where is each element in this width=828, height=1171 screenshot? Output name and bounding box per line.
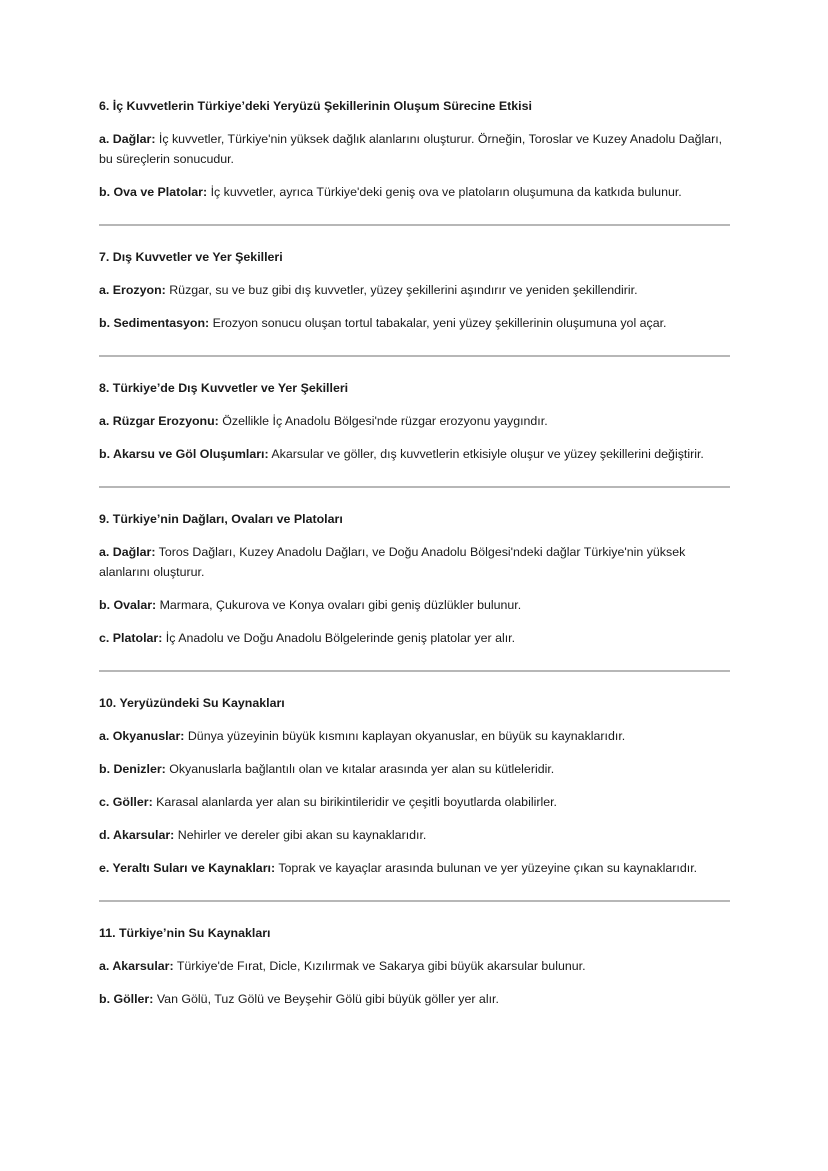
item-text: Toros Dağları, Kuzey Anadolu Dağları, ve Doğu Anadolu Bölgesi'ndeki dağlar Türkiye'nin yüksek alanlarını oluşturur. bbox=[99, 545, 686, 579]
item-text: Özellikle İç Anadolu Bölgesi'nde rüzgar erozyonu yaygındır. bbox=[218, 414, 548, 428]
list-item bbox=[99, 542, 730, 582]
item-label: c. Göller: bbox=[99, 795, 153, 809]
section-heading: 9. Türkiye’nin Dağları, Ovaları ve Platoları bbox=[99, 512, 343, 526]
item-text: Erozyon sonucu oluşan tortul tabakalar, yeni yüzey şekillerinin oluşumuna yol açar. bbox=[209, 316, 667, 330]
item-text: Dünya yüzeyinin büyük kısmını kaplayan okyanuslar, en büyük su kaynaklarıdır. bbox=[184, 729, 626, 743]
item-text: Nehirler ve dereler gibi akan su kaynaklarıdır. bbox=[174, 828, 427, 842]
item-text: Okyanuslarla bağlantılı olan ve kıtalar arasında yer alan su kütleleridir. bbox=[165, 762, 555, 776]
item-label: a. Dağlar: bbox=[99, 132, 156, 146]
list-item bbox=[99, 726, 730, 746]
list-item bbox=[99, 313, 730, 333]
list-item bbox=[99, 858, 730, 878]
item-label: b. Göller: bbox=[99, 992, 154, 1006]
list-item bbox=[99, 444, 730, 464]
item-label: e. Yeraltı Suları ve Kaynakları: bbox=[99, 861, 276, 875]
item-label: a. Rüzgar Erozyonu: bbox=[99, 414, 219, 428]
list-item bbox=[99, 129, 730, 169]
section-7 bbox=[99, 247, 730, 333]
section-heading: 10. Yeryüzündeki Su Kaynakları bbox=[99, 696, 285, 710]
item-text: Türkiye'de Fırat, Dicle, Kızılırmak ve Sakarya gibi büyük akarsular bulunur. bbox=[173, 959, 586, 973]
item-label: a. Akarsular: bbox=[99, 959, 174, 973]
list-item bbox=[99, 792, 730, 812]
section-heading: 11. Türkiye’nin Su Kaynakları bbox=[99, 926, 271, 940]
section-divider bbox=[99, 224, 730, 226]
list-item bbox=[99, 182, 730, 202]
item-label: a. Erozyon: bbox=[99, 283, 166, 297]
item-label: c. Platolar: bbox=[99, 631, 163, 645]
section-divider bbox=[99, 486, 730, 488]
item-label: b. Akarsu ve Göl Oluşumları: bbox=[99, 447, 269, 461]
item-text: Marmara, Çukurova ve Konya ovaları gibi geniş düzlükler bulunur. bbox=[156, 598, 522, 612]
section-6 bbox=[99, 96, 730, 202]
item-label: d. Akarsular: bbox=[99, 828, 175, 842]
section-8 bbox=[99, 378, 730, 464]
section-heading: 7. Dış Kuvvetler ve Yer Şekilleri bbox=[99, 250, 283, 264]
item-text: Karasal alanlarda yer alan su birikintileridir ve çeşitli boyutlarda olabilirler. bbox=[152, 795, 557, 809]
list-item bbox=[99, 595, 730, 615]
item-text: İç kuvvetler, Türkiye'nin yüksek dağlık alanlarını oluşturur. Örneğin, Toroslar ve Kuzey Anadolu Dağları, bu süreçlerin sonucudur. bbox=[99, 132, 723, 166]
list-item bbox=[99, 759, 730, 779]
section-9 bbox=[99, 509, 730, 648]
section-divider bbox=[99, 355, 730, 357]
item-text: Rüzgar, su ve buz gibi dış kuvvetler, yüzey şekillerini aşındırır ve yeniden şekillendirir. bbox=[165, 283, 638, 297]
section-heading: 8. Türkiye’de Dış Kuvvetler ve Yer Şekilleri bbox=[99, 381, 349, 395]
item-label: a. Okyanuslar: bbox=[99, 729, 185, 743]
item-label: b. Denizler: bbox=[99, 762, 166, 776]
list-item bbox=[99, 989, 730, 1009]
list-item bbox=[99, 411, 730, 431]
section-heading: 6. İç Kuvvetlerin Türkiye’deki Yeryüzü Şekillerinin Oluşum Sürecine Etkisi bbox=[99, 99, 532, 113]
list-item bbox=[99, 825, 730, 845]
item-text: Akarsular ve göller, dış kuvvetlerin etkisiyle oluşur ve yüzey şekillerini değiştirir. bbox=[268, 447, 704, 461]
item-text: Van Gölü, Tuz Gölü ve Beyşehir Gölü gibi büyük göller yer alır. bbox=[153, 992, 499, 1006]
section-10 bbox=[99, 693, 730, 878]
item-label: b. Ovalar: bbox=[99, 598, 157, 612]
item-label: a. Dağlar: bbox=[99, 545, 156, 559]
item-text: İç kuvvetler, ayrıca Türkiye'deki geniş ova ve platoların oluşumuna da katkıda bulunur. bbox=[207, 185, 682, 199]
item-text: İç Anadolu ve Doğu Anadolu Bölgelerinde geniş platolar yer alır. bbox=[162, 631, 516, 645]
list-item bbox=[99, 280, 730, 300]
list-item bbox=[99, 956, 730, 976]
document-content bbox=[99, 96, 730, 1022]
section-11 bbox=[99, 923, 730, 1009]
section-divider bbox=[99, 670, 730, 672]
item-label: b. Sedimentasyon: bbox=[99, 316, 210, 330]
list-item bbox=[99, 628, 730, 648]
item-text: Toprak ve kayaçlar arasında bulunan ve yer yüzeyine çıkan su kaynaklarıdır. bbox=[275, 861, 698, 875]
item-label: b. Ova ve Platolar: bbox=[99, 185, 208, 199]
section-divider bbox=[99, 900, 730, 902]
